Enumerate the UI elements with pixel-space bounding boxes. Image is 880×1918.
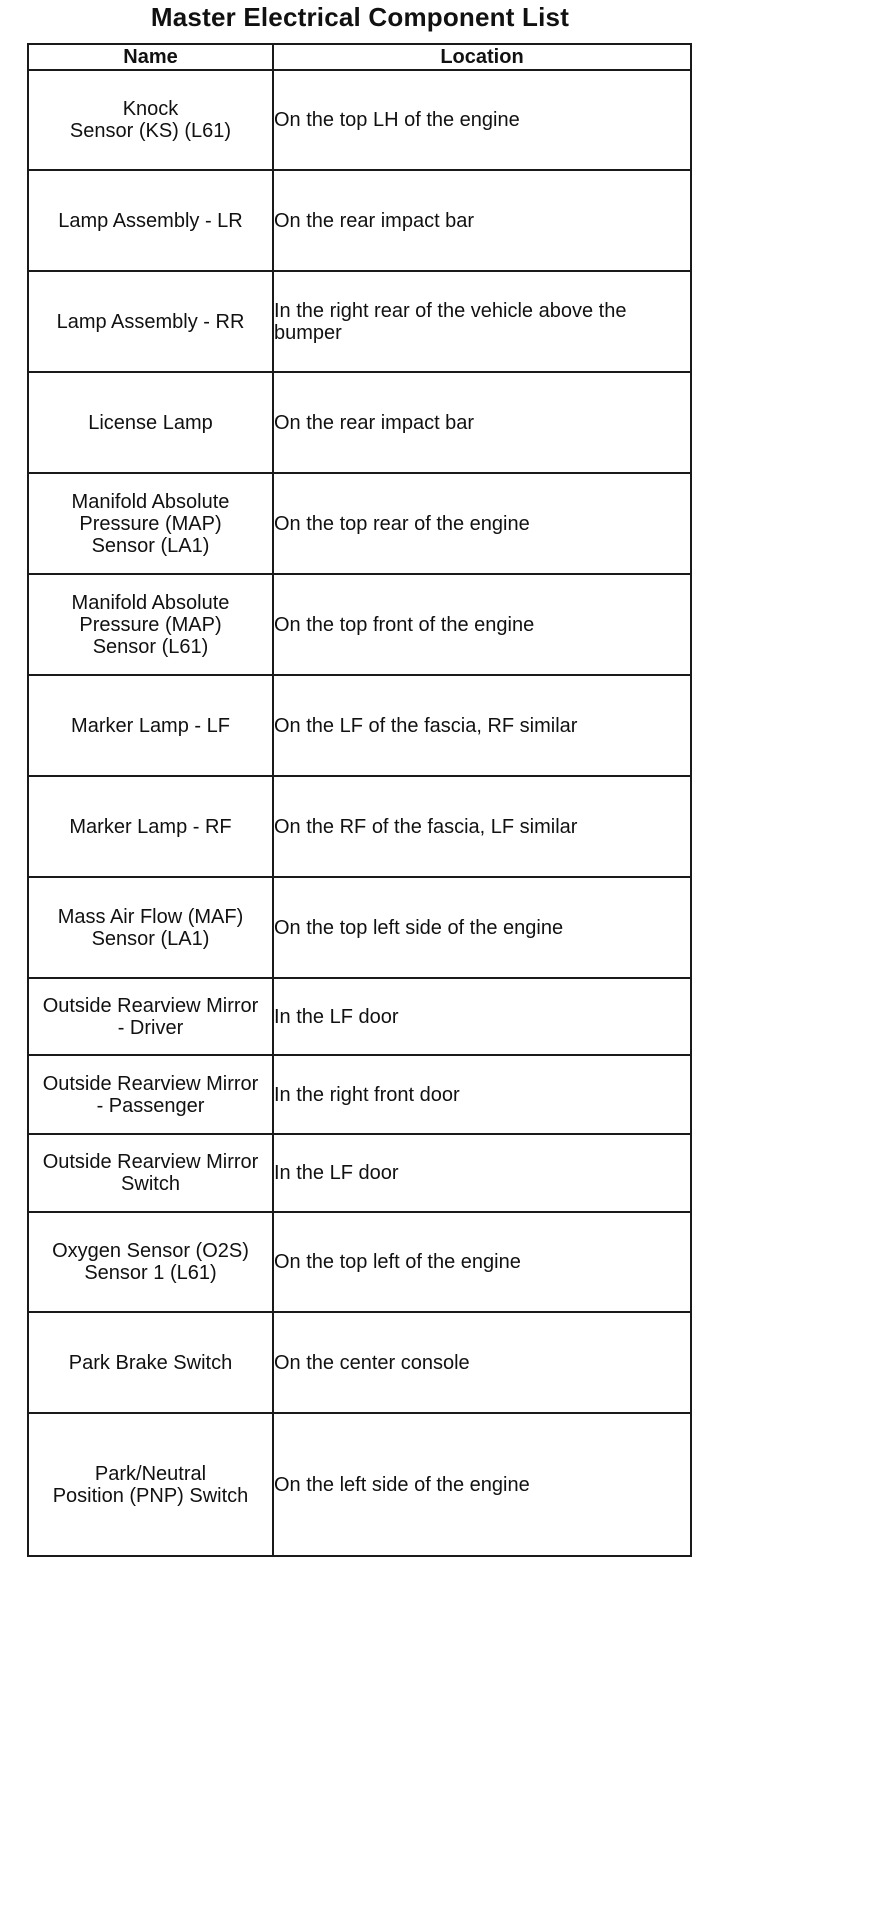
page-title: Master Electrical Component List bbox=[150, 2, 570, 32]
component-name: Outside Rearview Mirror - Passenger bbox=[28, 1055, 273, 1134]
component-name: Oxygen Sensor (O2S) Sensor 1 (L61) bbox=[28, 1212, 273, 1312]
component-location: On the RF of the fascia, LF similar bbox=[273, 776, 691, 877]
table-row bbox=[28, 271, 691, 372]
component-name: Manifold Absolute Pressure (MAP) Sensor (LA1) bbox=[28, 473, 273, 574]
component-name: Marker Lamp - LF bbox=[28, 675, 273, 776]
table-row bbox=[28, 877, 691, 978]
component-location: On the center console bbox=[273, 1312, 691, 1413]
table-row bbox=[28, 978, 691, 1055]
component-location: On the top LH of the engine bbox=[273, 70, 691, 170]
table-row bbox=[28, 473, 691, 574]
component-name: Mass Air Flow (MAF) Sensor (LA1) bbox=[28, 877, 273, 978]
component-location: On the LF of the fascia, RF similar bbox=[273, 675, 691, 776]
component-name: Outside Rearview Mirror - Driver bbox=[28, 978, 273, 1055]
component-name: Lamp Assembly - LR bbox=[28, 170, 273, 271]
table-row bbox=[28, 1212, 691, 1312]
table-row bbox=[28, 776, 691, 877]
component-location: In the right front door bbox=[273, 1055, 691, 1134]
component-location: On the top front of the engine bbox=[273, 574, 691, 675]
component-name: Knock Sensor (KS) (L61) bbox=[28, 70, 273, 170]
table-row bbox=[28, 1134, 691, 1212]
component-location: In the right rear of the vehicle above the bumper bbox=[273, 271, 691, 372]
table-row bbox=[28, 372, 691, 473]
table-row bbox=[28, 70, 691, 170]
component-location: On the top left side of the engine bbox=[273, 877, 691, 978]
component-location: On the left side of the engine bbox=[273, 1413, 691, 1556]
component-location: In the LF door bbox=[273, 978, 691, 1055]
table-row bbox=[28, 1413, 691, 1556]
component-name: License Lamp bbox=[28, 372, 273, 473]
component-name: Manifold Absolute Pressure (MAP) Sensor (L61) bbox=[28, 574, 273, 675]
component-location: On the rear impact bar bbox=[273, 372, 691, 473]
table-header-row bbox=[28, 44, 691, 70]
component-location: On the rear impact bar bbox=[273, 170, 691, 271]
component-location: On the top rear of the engine bbox=[273, 473, 691, 574]
component-location: In the LF door bbox=[273, 1134, 691, 1212]
table-row bbox=[28, 574, 691, 675]
table-row bbox=[28, 170, 691, 271]
location-column-header: Location bbox=[273, 44, 691, 70]
table-row bbox=[28, 675, 691, 776]
component-name: Park/Neutral Position (PNP) Switch bbox=[28, 1413, 273, 1556]
table-row bbox=[28, 1312, 691, 1413]
component-name: Park Brake Switch bbox=[28, 1312, 273, 1413]
table-row bbox=[28, 1055, 691, 1134]
component-name: Marker Lamp - RF bbox=[28, 776, 273, 877]
component-location: On the top left of the engine bbox=[273, 1212, 691, 1312]
component-name: Outside Rearview Mirror Switch bbox=[28, 1134, 273, 1212]
component-name: Lamp Assembly - RR bbox=[28, 271, 273, 372]
component-table bbox=[27, 43, 692, 1557]
name-column-header: Name bbox=[28, 44, 273, 70]
